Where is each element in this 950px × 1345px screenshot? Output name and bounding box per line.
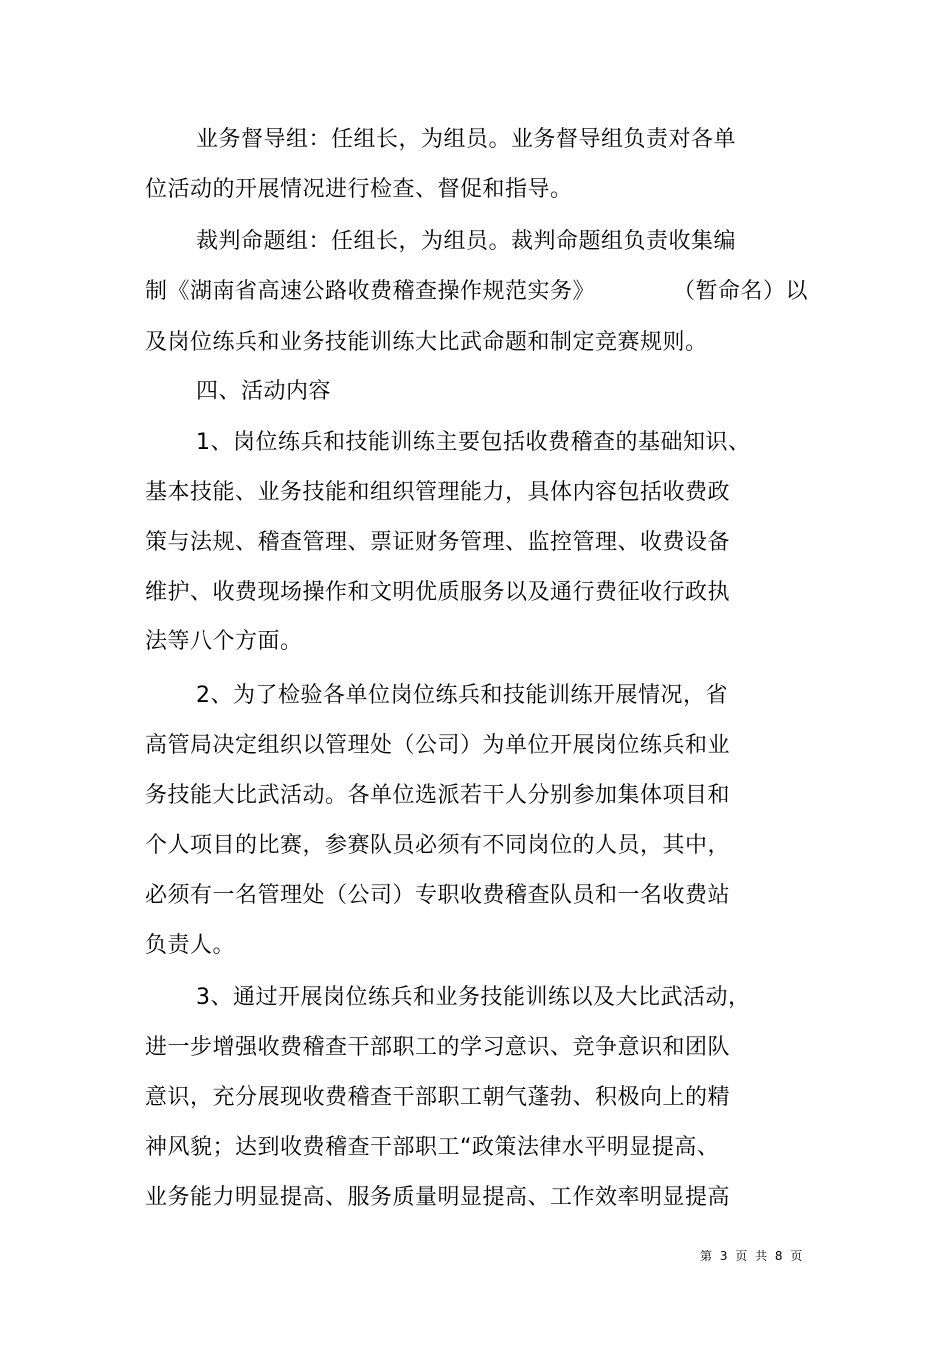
text-line: 神风貌；达到收费稽查干部职工“政策法律水平明显提高、 (145, 1135, 720, 1160)
text-line: 1、岗位练兵和技能训练主要包括收费稽查的基础知识、 (196, 430, 751, 455)
text-line: 裁判命题组：任组长，为组员。裁判命题组负责收集编 (196, 229, 737, 254)
text-segment: （暂命名）以 (673, 279, 809, 304)
text-line (145, 277, 808, 307)
text-line: 进一步增强收费稽查干部职工的学习意识、竞争意识和团队 (145, 1035, 731, 1060)
text-segment: 制《湖南省高速公路收费稽查操作规范实务》 (145, 279, 596, 304)
text-line: 策与法规、稽查管理、票证财务管理、监控管理、收费设备 (145, 530, 731, 555)
text-line: 务技能大比武活动。各单位选派若干人分别参加集体项目和 (145, 783, 731, 808)
text-line: 法等八个方面。 (145, 629, 303, 654)
text-line: 个人项目的比赛，参赛队员必须有不同岗位的人员，其中， (145, 833, 731, 858)
section-heading: 四、活动内容 (196, 379, 332, 404)
text-line: 业务能力明显提高、服务质量明显提高、工作效率明显提高 (145, 1185, 731, 1210)
text-line: 维护、收费现场操作和文明优质服务以及通行费征收行政执 (145, 580, 731, 605)
text-line: 必须有一名管理处（公司）专职收费稽查队员和一名收费站 (145, 883, 731, 908)
text-line: 业务督导组：任组长，为组员。业务督导组负责对各单 (196, 127, 737, 152)
text-line: 意识，充分展现收费稽查干部职工朝气蓬勃、积极向上的精 (145, 1085, 731, 1110)
text-line: 3、通过开展岗位练兵和业务技能训练以及大比武活动， (196, 985, 751, 1010)
text-line: 及岗位练兵和业务技能训练大比武命题和制定竞赛规则。 (145, 330, 708, 355)
text-line: 基本技能、业务技能和组织管理能力，具体内容包括收费政 (145, 480, 731, 505)
text-line: 2、为了检验各单位岗位练兵和技能训练开展情况，省 (196, 683, 728, 708)
text-line: 位活动的开展情况进行检查、督促和指导。 (145, 177, 573, 202)
page-number: 第 3 页 共 8 页 (700, 1249, 805, 1263)
text-line: 高管局决定组织以管理处（公司）为单位开展岗位练兵和业 (145, 733, 731, 758)
text-line: 负责人。 (145, 933, 236, 958)
